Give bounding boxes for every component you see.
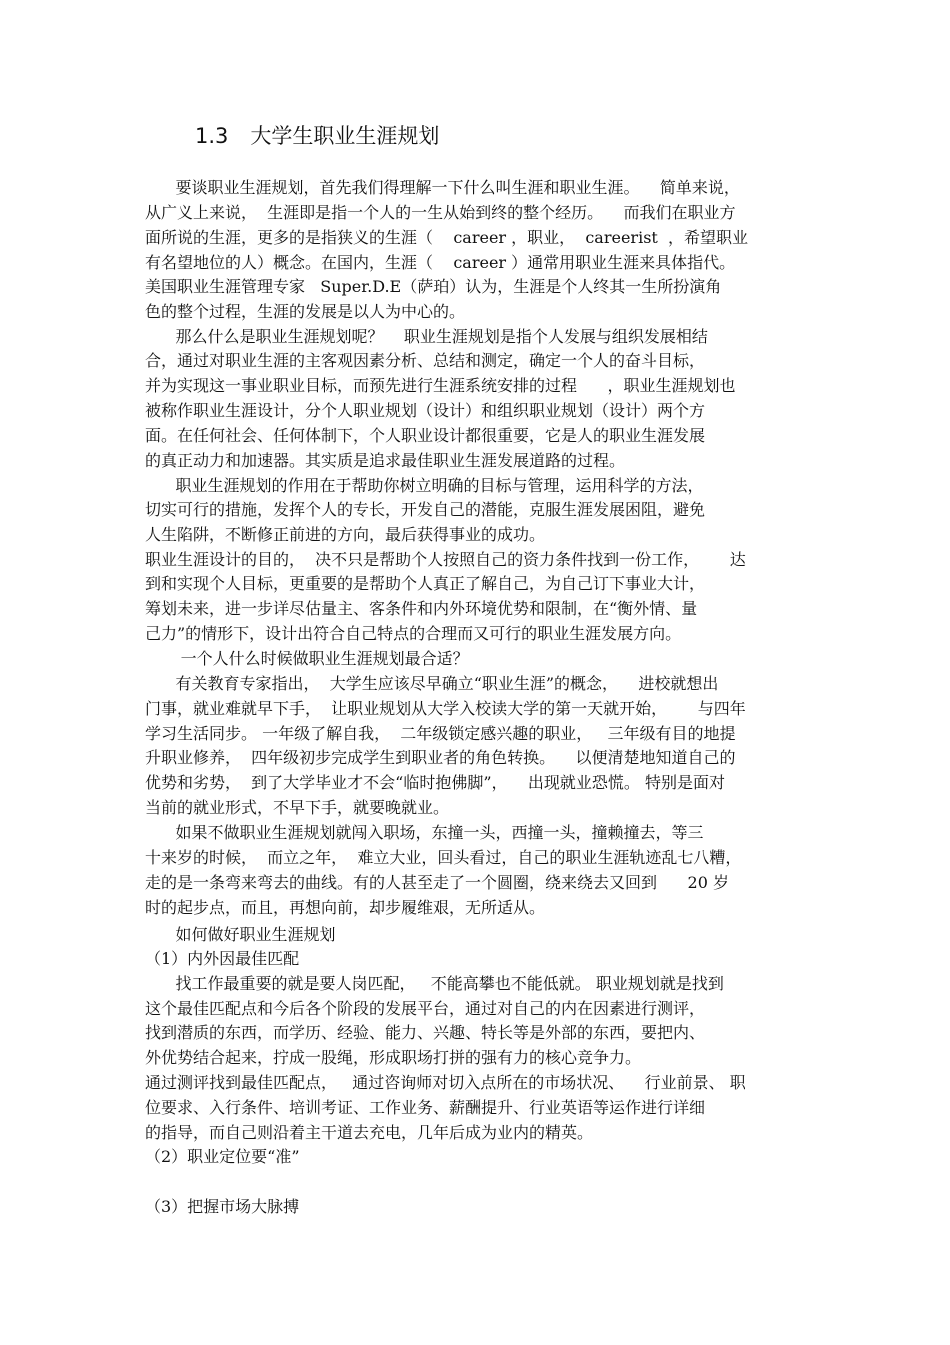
text-line: 通过测评找到最佳匹配点， 通过咨询师对切入点所在的市场状况、 行业前景、 职 [145,1073,746,1092]
text-line: 合，通过对职业生涯的主客观因素分析、总结和测定，确定一个人的奋斗目标， [145,351,706,370]
text-line: 优势和劣势， 到了大学毕业才不会“临时抱佛脚”， 出现就业恐慌。 特别是面对 [145,773,725,792]
text-line: 色的整个过程，生涯的发展是以人为中心的。 [145,302,466,321]
section-number: 1.3 [195,124,229,148]
section-title: 大学生职业生涯规划 [250,124,440,148]
section-heading [195,120,439,150]
text-line: 的真正动力和加速器。其实质是追求最佳职业生涯发展道路的过程。 [145,451,626,470]
text-line: 找到潜质的东西，而学历、经验、能力、兴趣、特长等是外部的东西，要把内、 [145,1023,706,1042]
text-line: 己力”的情形下，设计出符合自己特点的合理而又可行的职业生涯发展方向。 [145,624,682,643]
text-line: 面。在任何社会、任何体制下，个人职业设计都很重要，它是人的职业生涯发展 [145,426,706,445]
text-line: 职业生涯规划的作用在于帮助你树立明确的目标与管理，运用科学的方法， [145,476,704,495]
text-line: 走的是一条弯来弯去的曲线。有的人甚至走了一个圆圈，绕来绕去又回到 20 岁 [145,873,729,892]
text-line: （1）内外因最佳匹配 [145,949,300,968]
text-line: 当前的就业形式，不早下手，就要晚就业。 [145,798,450,817]
text-line: 从广义上来说， 生涯即是指一个人的一生从始到终的整个经历。 而我们在职业方 [145,203,736,222]
text-line: 时的起步点，而且，再想向前，却步履维艰，无所适从。 [145,898,546,917]
text-line: 筹划未来，进一步详尽估量主、客条件和内外环境优势和限制，在“衡外情、量 [145,599,698,618]
text-line: 职业生涯设计的目的， 决不只是帮助个人按照自己的资力条件找到一份工作， 达 [145,550,746,569]
text-line: 到和实现个人目标，更重要的是帮助个人真正了解自己，为自己订下事业大计， [145,574,706,593]
text-line: 并为实现这一事业职业目标，而预先进行生涯系统安排的过程 ，职业生涯规划也 [145,376,736,395]
text-line: 如果不做职业生涯规划就闯入职场，东撞一头，西撞一头，撞赖撞去，等三 [145,823,704,842]
text-line: 一个人什么时候做职业生涯规划最合适？ [145,649,469,668]
text-line: 那么什么是职业生涯规划呢？ 职业生涯规划是指个人发展与组织发展相结 [145,327,708,346]
text-line: 的指导，而自己则沿着主干道去充电，几年后成为业内的精英。 [145,1123,594,1142]
text-line: 有关教育专家指出， 大学生应该尽早确立“职业生涯”的概念， 进校就想出 [145,674,719,693]
text-line: 这个最佳匹配点和今后各个阶段的发展平台，通过对自己的内在因素进行测评， [145,999,706,1018]
text-line: 切实可行的措施，发挥个人的专长，开发自己的潜能，克服生涯发展困阻，避免 [145,500,706,519]
text-line: 被称作职业生涯设计，分个人职业规划（设计）和组织职业规划（设计）两个方 [145,401,706,420]
text-line: 有名望地位的人）概念。在国内，生涯（ career ）通常用职业生涯来具体指代。 [145,253,736,272]
text-line: （2）职业定位要“准” [145,1147,300,1166]
text-line: 美国职业生涯管理专家 Super.D.E（萨珀）认为，生涯是个人终其一生所扮演角 [145,277,722,296]
text-line: 如何做好职业生涯规划 [145,925,336,944]
text-line: （3）把握市场大脉搏 [145,1197,300,1216]
text-line: 升职业修养， 四年级初步完成学生到职业者的角色转换。 以便清楚地知道自己的 [145,748,736,767]
text-line: 外优势结合起来，拧成一股绳，形成职场打拼的强有力的核心竞争力。 [145,1048,642,1067]
text-line: 学习生活同步。 一年级了解自我， 二年级锁定感兴趣的职业， 三年级有目的地提 [145,724,736,743]
text-line: 找工作最重要的就是要人岗匹配， 不能高攀也不能低就。 职业规划就是找到 [145,974,724,993]
text-line: 十来岁的时候， 而立之年， 难立大业，回头看过，自己的职业生涯轨迹乱七八糟， [145,848,742,867]
text-line: 人生陷阱，不断修正前进的方向，最后获得事业的成功。 [145,525,546,544]
text-line: 面所说的生涯，更多的是指狭义的生涯（ career ，职业， careerist ，希望职业 [145,228,749,247]
text-line: 位要求、入行条件、培训考证、工作业务、薪酬提升、行业英语等运作进行详细 [145,1098,706,1117]
text-line: 门事，就业难就早下手， 让职业规划从大学入校读大学的第一天就开始， 与四年 [145,699,746,718]
text-line: 要谈职业生涯规划，首先我们得理解一下什么叫生涯和职业生涯。 简单来说， [145,178,740,197]
